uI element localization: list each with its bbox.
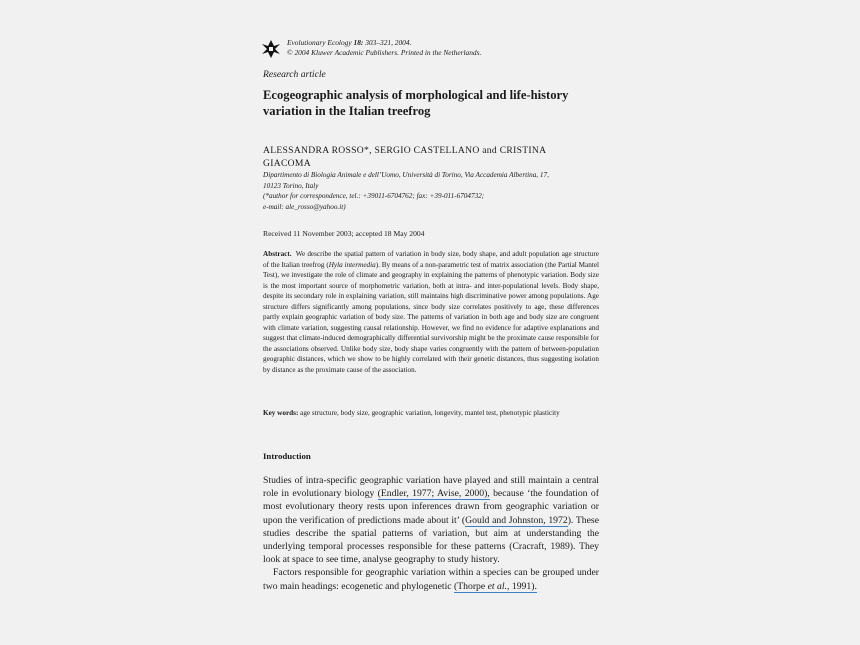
- author-list: ALESSANDRA ROSSO*, SERGIO CASTELLANO and CRISTINA GIACOMA: [263, 145, 546, 169]
- introduction-body: [263, 474, 599, 593]
- received-dates: Received 11 November 2003; accepted 18 May 2004: [263, 229, 425, 238]
- paragraph: [263, 474, 599, 566]
- keywords: [263, 408, 599, 419]
- abstract-label: Abstract.: [263, 250, 292, 258]
- article-type: Research article: [263, 69, 326, 80]
- paper-title: Ecogeographic analysis of morphological and life-history variation in the Italian treefrog: [263, 88, 569, 118]
- paragraph-text: because ‘the foundation of most evolutionary theory rests upon inferences drawn from geographic variation or upon the verification of predictions made about it’ (: [263, 488, 599, 526]
- journal-copyright: © 2004 Kluwer Academic Publishers. Printed in the Netherlands.: [287, 48, 482, 57]
- paragraph-text: Factors responsible for geographic variation within a species can be grouped under two main headings: ecogenetic and phylogenetic: [263, 567, 599, 592]
- journal-pages: 303–321, 2004.: [363, 38, 412, 47]
- abstract-text: We describe the spatial pattern of variation in body size, body shape, and adult population age structure of the Italian treefrog (: [263, 250, 599, 269]
- section-heading: Introduction: [263, 451, 311, 461]
- species-name: Hyla intermedia: [328, 260, 376, 269]
- affiliation: [263, 170, 603, 212]
- citation-link[interactable]: Gould and Johnston, 1972: [465, 514, 568, 526]
- paragraph: [263, 566, 599, 592]
- paragraph-text: ). These studies describe the spatial patterns of variation, but aim at understanding the underlying temporal processes responsible for these patterns (Cracraft, 1989). They look at space to see time, analyse geography to study history.: [263, 514, 600, 566]
- journal-citation: [287, 38, 597, 48]
- keywords-text: age structure, body size, geographic variation, longevity, mantel test, phenotypic plasticity: [300, 409, 560, 417]
- journal-meta: [287, 38, 597, 58]
- correspondence-line: (*author for correspondence, tel.: +39011-6704762; fax: +39-011-6704732;: [263, 192, 485, 200]
- journal-volume: 18:: [353, 38, 364, 47]
- citation-link[interactable]: (Endler, 1977; Avise, 2000),: [377, 488, 490, 500]
- citation-text: , 1991).: [507, 580, 537, 592]
- paragraph-text: Studies of intra-specific geographic variation have played and still maintain a central role in evolutionary biology: [263, 475, 599, 500]
- citation-text: et al.: [487, 580, 507, 592]
- citation-text: (Thorpe: [454, 580, 488, 592]
- publisher-logo-icon: [262, 40, 280, 58]
- abstract: [263, 249, 599, 375]
- abstract-text: ). By means of a non-parametric test of matrix association (the Partial Mantel Test), we investigate the role of climate and geography in explaining the patterns of phenotypic variation. Body size is the most important source of morphometric variation, both at intra- and inter-populational levels. Body shape, despite its secondary role in explaining variation, still maintains high discriminative power among populations. Age structure differs significantly among populations, since body size correlates positively to age, these differences partly explain geographic variation of body size. The patterns of variation in both age and body size are congruent with climate variation, suggesting causal relationship. However, we find no evidence for adaptive explanations and suggest that climate-induced demographically differential survivorship might be the proximate cause responsible for the associations observed. Unlike body size, body shape varies congruently with the pattern of between-population geographic distances, which we show to be highly correlated with their genetic distances, thus suggesting isolation by distance as the proximate cause of the association.: [263, 260, 600, 374]
- citation-link[interactable]: [454, 581, 537, 593]
- keywords-label: Key words:: [263, 409, 299, 417]
- affiliation-line: 10123 Torino, Italy: [263, 181, 319, 190]
- affiliation-line: Dipartimento di Biologia Animale e dell’Uomo, Università di Torino, Via Accademia Albertina, 17,: [263, 171, 549, 179]
- journal-name: Evolutionary Ecology: [287, 38, 352, 47]
- email-line: e-mail: ale_rosso@yahoo.it): [263, 202, 346, 211]
